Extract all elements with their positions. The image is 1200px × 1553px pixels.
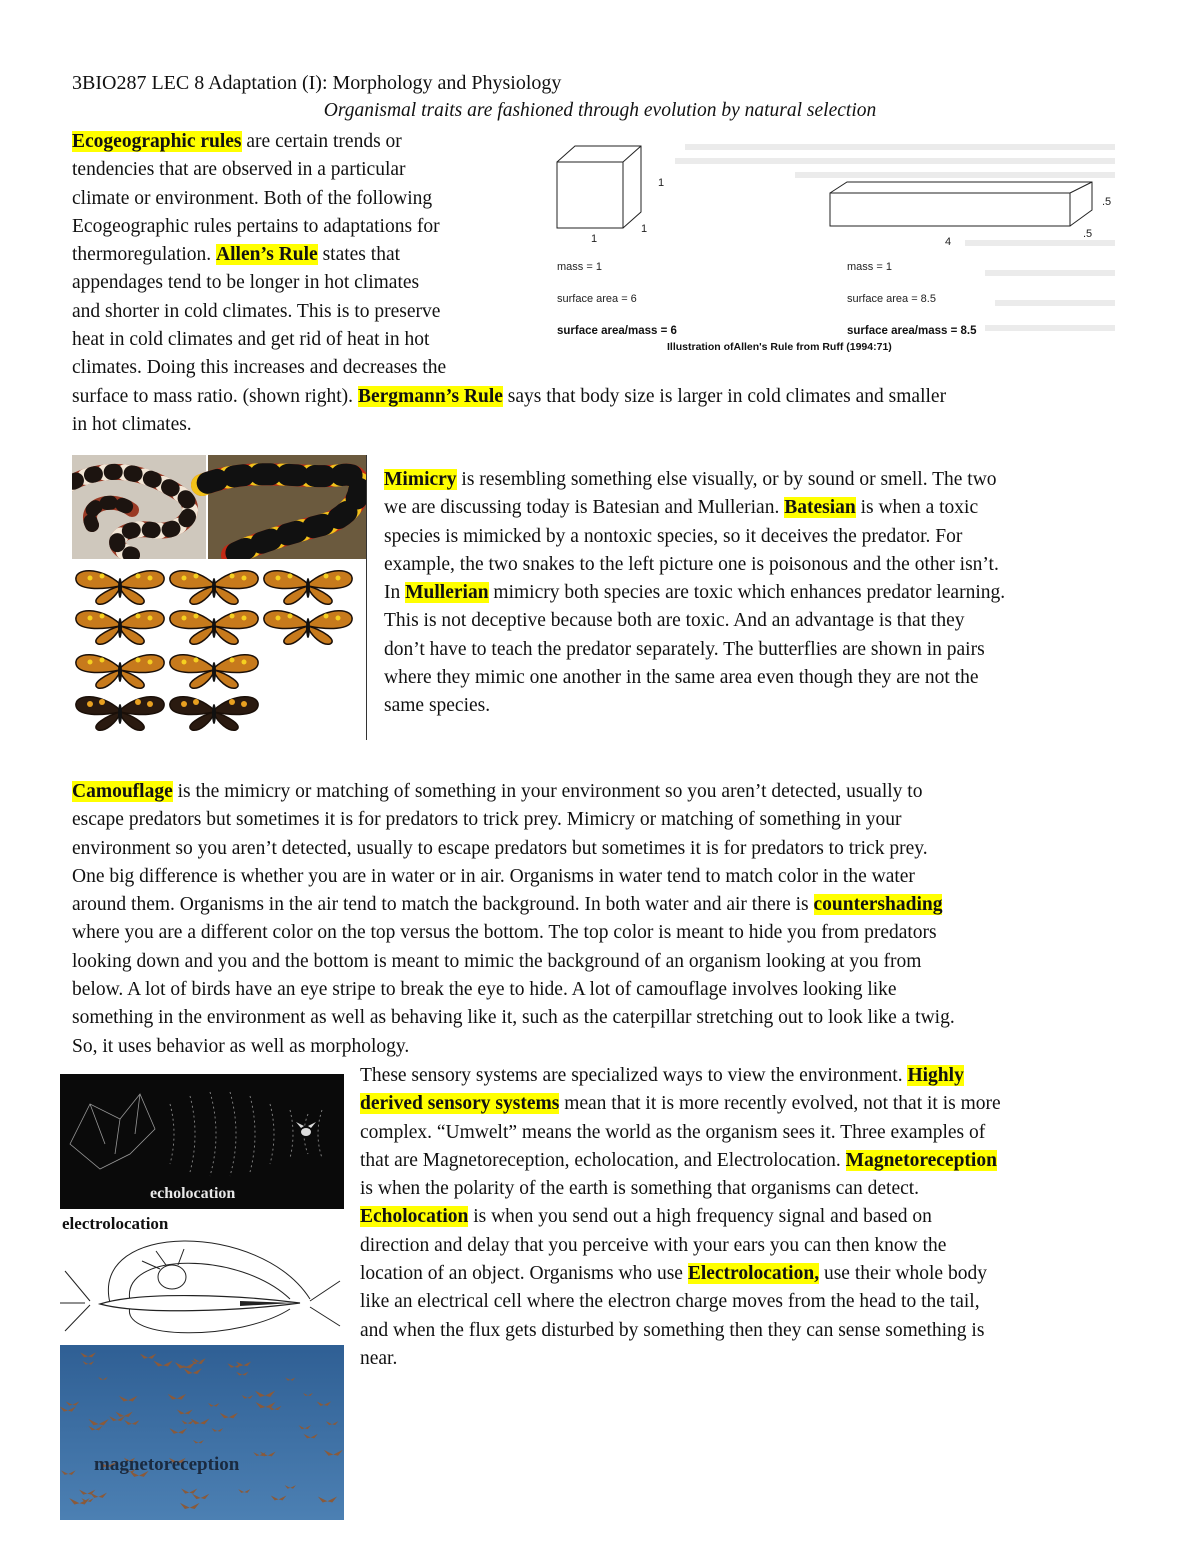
text-line: is when a toxic [855, 497, 979, 519]
sensory-paragraph [360, 1062, 1150, 1373]
butterfly-illustration [72, 562, 366, 738]
right-surface-area: surface area = 8.5 [847, 293, 936, 305]
cube-drawing [557, 146, 641, 228]
ecogeographic-paragraph-continued [72, 383, 1142, 440]
text-line: is resembling something else visually, or by sound or smell. The two [456, 469, 997, 490]
vertical-divider [366, 455, 367, 740]
highlight-ecogeographic-rules: Ecogeographic rules [72, 131, 242, 152]
text-line: heat in cold climates and get rid of heat in hot [72, 329, 430, 351]
page-subtitle: Organismal traits are fashioned through evolution by natural selection [323, 100, 877, 121]
text-line: says that body size is larger in cold climates and smaller [502, 386, 947, 407]
cube-bottom-left-label: 1 [591, 233, 598, 245]
highlight-derived-sensory-systems: derived sensory systems [360, 1093, 560, 1115]
magnetoreception-image [60, 1345, 344, 1520]
text-line: environment so you aren’t detected, usually to escape predators but sometimes it is for predators to trick prey. [72, 837, 928, 859]
electrolocation-label: electrolocation [62, 1214, 169, 1233]
text-line: mimicry both species are toxic which enhances predator learning. [488, 582, 1006, 604]
text-line: climates. Doing this increases and decreases the [72, 357, 447, 379]
butterfly-icon [76, 611, 164, 645]
highlight-magnetoreception: Magnetoreception [845, 1149, 997, 1171]
butterfly-icon [170, 655, 258, 689]
echolocation-illustration [60, 1074, 344, 1209]
right-ratio: surface area/mass = 8.5 [847, 325, 977, 337]
text-line: mean that it is more recently evolved, not that it is more [559, 1093, 1001, 1115]
magnetoreception-label: magnetoreception [94, 1454, 240, 1475]
left-surface-area: surface area = 6 [557, 293, 637, 305]
text-line: and when the flux gets disturbed by something then they can sense something is [360, 1319, 985, 1341]
text-line: something in the environment as well as behaving like it, such as the caterpillar stretching out to look like a twig. [72, 1007, 955, 1029]
electrolocation-illustration [60, 1211, 344, 1343]
camouflage-paragraph [72, 778, 1152, 1061]
highlight-highly: Highly [907, 1065, 964, 1086]
text-line: where you are a different color on the top versus the bottom. The top color is meant to hide you from predators [72, 922, 937, 944]
text-line: same species. [384, 695, 491, 717]
coral-snakes-image [72, 455, 366, 559]
snake-illustration [72, 455, 366, 559]
text-line: like an electrical cell where the electron charge moves from the head to the tail, [360, 1291, 980, 1313]
cube-side-label: 1 [658, 177, 665, 189]
text-line: is the mimicry or matching of something in your environment so you aren’t detected, usually to [172, 781, 923, 802]
butterfly-icon [170, 697, 258, 731]
text-line: In [384, 582, 406, 604]
bar-height-label: .5 [1102, 196, 1112, 208]
highlight-mimicry: Mimicry [384, 469, 457, 490]
text-line: is when you send out a high frequency signal and based on [468, 1206, 932, 1228]
butterflies-image [72, 562, 366, 738]
highlight-electrolocation: Electrolocation, [687, 1263, 820, 1285]
bar-depth-label: .5 [1083, 228, 1093, 240]
text-line: climate or environment. Both of the following [72, 187, 433, 209]
highlight-bergmanns-rule: Bergmann’s Rule [357, 386, 503, 407]
highlight-batesian: Batesian [784, 497, 856, 519]
electrolocation-image [60, 1211, 344, 1343]
left-mass: mass = 1 [557, 261, 602, 273]
text-line: escape predators but sometimes it is for predators to trick prey. Mimicry or matching of something in your [72, 809, 902, 831]
text-line: don’t have to teach the predator separately. The butterflies are shown in pairs [384, 638, 985, 660]
text-line: Ecogeographic rules pertains to adaptations for [72, 215, 440, 237]
cube-bottom-right-label: 1 [641, 223, 648, 235]
page-title: 3BIO287 LEC 8 Adaptation (I): Morphology and Physiology [72, 72, 562, 94]
butterfly-icon [76, 571, 164, 605]
butterfly-icon [76, 655, 164, 689]
highlight-echolocation: Echolocation [360, 1206, 469, 1228]
left-ratio: surface area/mass = 6 [557, 325, 677, 337]
text-line: around them. Organisms in the air tend to match the background. In both water and air there is [72, 894, 814, 916]
text-line: near. [360, 1347, 398, 1369]
text-line: These sensory systems are specialized ways to view the environment. [360, 1065, 908, 1086]
text-line: below. A lot of birds have an eye stripe to break the eye to hide. A lot of camouflage involves looking like [72, 979, 897, 1001]
figure-caption: Illustration ofAllen's Rule from Ruff (1994:71) [667, 341, 892, 353]
mimicry-paragraph [384, 466, 1144, 721]
text-line: that are Magnetoreception, echolocation, and Electrolocation. [360, 1149, 846, 1171]
echolocation-image [60, 1074, 344, 1209]
text-line: is when the polarity of the earth is something that organisms can detect. [360, 1178, 920, 1200]
right-mass: mass = 1 [847, 261, 892, 273]
text-line: in hot climates. [72, 414, 192, 436]
text-line: example, the two snakes to the left picture one is poisonous and the other isn’t. [384, 553, 999, 575]
ecogeographic-paragraph [72, 128, 552, 383]
text-line: appendages tend to be longer in hot climates [72, 272, 420, 294]
butterfly-icon [264, 611, 352, 645]
text-line: states that [317, 244, 401, 266]
highlight-allens-rule: Allen’s Rule [216, 244, 318, 266]
text-line: looking down and you and the bottom is meant to mimic the background of an organism looking at you from [72, 950, 922, 972]
text-line: we are discussing today is Batesian and Mullerian. [384, 497, 785, 519]
butterfly-icon [76, 697, 164, 731]
text-line: where they mimic one another in the same area even though they are not the [384, 667, 979, 689]
text-line: One big difference is whether you are in water or in air. Organisms in water tend to match color in the water [72, 865, 915, 887]
text-line: are certain trends or [241, 131, 402, 152]
butterfly-icon [170, 571, 258, 605]
text-line: surface to mass ratio. (shown right). [72, 386, 358, 407]
text-line: use their whole body [819, 1263, 987, 1285]
text-line: direction and delay that you perceive with your ears you can then know the [360, 1234, 947, 1256]
bar-drawing [830, 182, 1092, 226]
text-line: complex. “Umwelt” means the world as the organism sees it. Three examples of [360, 1121, 986, 1143]
highlight-countershading: countershading [813, 894, 943, 916]
echolocation-label: echolocation [150, 1185, 236, 1202]
magnetoreception-illustration [60, 1345, 344, 1520]
butterfly-icon [170, 611, 258, 645]
text-line: So, it uses behavior as well as morphology. [72, 1035, 410, 1057]
allens-rule-figure [545, 140, 1125, 365]
highlight-mullerian: Mullerian [405, 582, 489, 604]
text-line: species is mimicked by a nontoxic species, so it deceives the predator. For [384, 525, 963, 547]
text-line: This is not deceptive because both are toxic. And an advantage is that they [384, 610, 965, 632]
moth-icon [296, 1122, 316, 1136]
text-line: thermoregulation. [72, 244, 217, 266]
text-line: location of an object. Organisms who use [360, 1263, 688, 1285]
text-line: and shorter in cold climates. This is to preserve [72, 300, 441, 322]
butterfly-icon [264, 571, 352, 605]
bar-length-label: 4 [945, 236, 952, 248]
text-line: tendencies that are observed in a particular [72, 159, 406, 181]
highlight-camouflage: Camouflage [72, 781, 173, 802]
